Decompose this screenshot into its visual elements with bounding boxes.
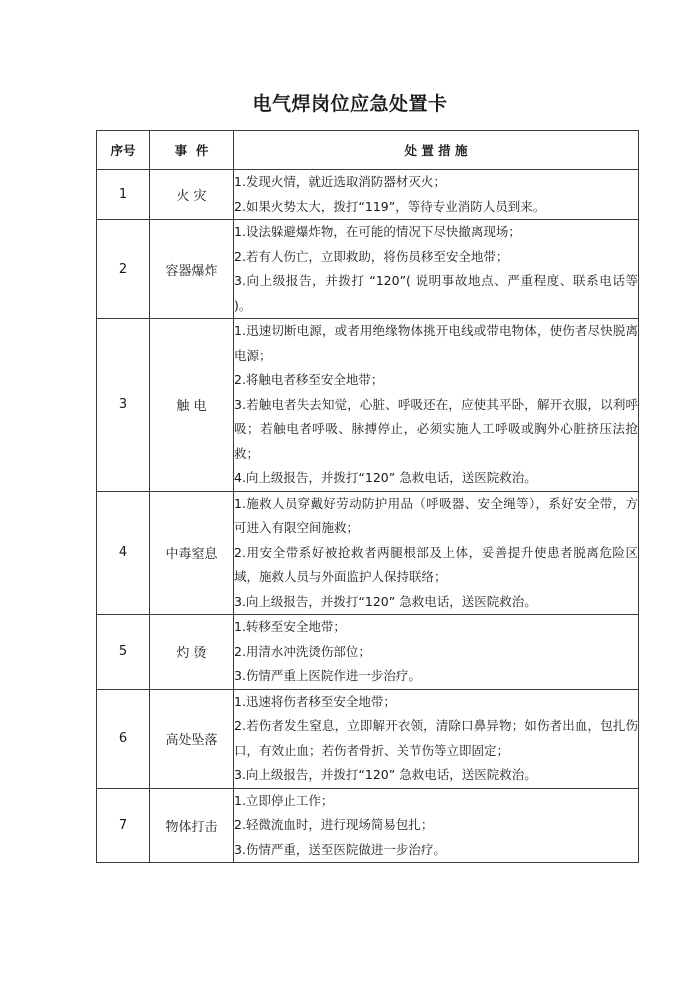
table-row bbox=[97, 220, 639, 319]
row-number: 6 bbox=[97, 689, 150, 788]
measure-item: 1.施救人员穿戴好劳动防护用品（呼吸器、安全绳等），系好安全带，方可进入有限空间施救； bbox=[234, 495, 638, 535]
table-row bbox=[97, 491, 639, 615]
table-row bbox=[97, 319, 639, 492]
measure-item: 2.将触电者移至安全地带； bbox=[234, 372, 384, 387]
table-header-row bbox=[97, 131, 639, 170]
emergency-card-table bbox=[96, 130, 639, 863]
table-row bbox=[97, 689, 639, 788]
event-name: 物体打击 bbox=[150, 788, 234, 863]
header-event: 事 件 bbox=[150, 131, 234, 170]
event-name: 高处坠落 bbox=[150, 689, 234, 788]
measures-cell bbox=[234, 788, 639, 863]
event-name: 灼 烫 bbox=[150, 615, 234, 690]
row-number: 4 bbox=[97, 491, 150, 615]
measure-item: 2.用清水冲洗烫伤部位； bbox=[234, 643, 371, 659]
measure-item: 2.若有人伤亡，立即救助，将伤员移至安全地带； bbox=[234, 248, 509, 264]
measure-item: 3.向上级报告，并拨打“120” 急救电话，送医院救治。 bbox=[234, 767, 537, 782]
table-row bbox=[97, 170, 639, 220]
document-title: 电气焊岗位应急处置卡 bbox=[252, 93, 448, 115]
measures-cell bbox=[234, 491, 639, 615]
row-number: 1 bbox=[97, 170, 150, 220]
measure-item: 3.伤情严重，送至医院做进一步治疗。 bbox=[234, 841, 446, 857]
event-name: 容器爆炸 bbox=[150, 220, 234, 319]
measure-item: 2.轻微流血时，进行现场简易包扎； bbox=[234, 817, 434, 832]
measures-cell bbox=[234, 220, 639, 319]
measure-item: 2.如果火势太大，拨打“119”，等待专业消防人员到来。 bbox=[234, 198, 546, 214]
measures-cell bbox=[234, 319, 639, 492]
measure-item: 3.向上级报告，并拨打“120” 急救电话，送医院救治。 bbox=[234, 593, 537, 609]
measure-item: 1.发现火情，就近选取消防器材灭火； bbox=[234, 174, 446, 189]
event-name: 中毒窒息 bbox=[150, 491, 234, 615]
measure-item: 3.伤情严重上医院作进一步治疗。 bbox=[234, 668, 421, 683]
measure-item: 1.转移至安全地带； bbox=[234, 619, 346, 634]
measure-item: 1.设法躲避爆炸物，在可能的情况下尽快撤离现场； bbox=[234, 224, 521, 239]
event-name: 触 电 bbox=[150, 319, 234, 492]
measure-item: 4.向上级报告，并拨打“120” 急救电话，送医院救治。 bbox=[234, 470, 537, 485]
measure-item: 3.若触电者失去知觉，心脏、呼吸还在，应使其平卧，解开衣服，以利呼吸；若触电者呼吸、脉搏停止，必须实施人工呼吸或胸外心脏挤压法抢救； bbox=[234, 396, 638, 461]
row-number: 3 bbox=[97, 319, 150, 492]
measure-item: 3.向上级报告，并拨打 “120”( 说明事故地点、严重程度、联系电话等 )。 bbox=[234, 273, 638, 313]
measure-item: 1.迅速切断电源，或者用绝缘物体挑开电线或带电物体，使伤者尽快脱离电源； bbox=[234, 323, 638, 363]
table-row bbox=[97, 788, 639, 863]
measures-cell bbox=[234, 689, 639, 788]
event-name: 火 灾 bbox=[150, 170, 234, 220]
row-number: 5 bbox=[97, 615, 150, 690]
measures-cell bbox=[234, 615, 639, 690]
row-number: 7 bbox=[97, 788, 150, 863]
row-number: 2 bbox=[97, 220, 150, 319]
header-measures: 处 置 措 施 bbox=[234, 131, 639, 170]
measures-cell bbox=[234, 170, 639, 220]
table-row bbox=[97, 615, 639, 690]
measure-item: 1.迅速将伤者移至安全地带； bbox=[234, 693, 396, 709]
measure-item: 1.立即停止工作； bbox=[234, 792, 334, 808]
measure-item: 2.若伤者发生窒息，立即解开衣领，清除口鼻异物；如伤者出血，包扎伤口，有效止血；若伤者骨折、关节伤等立即固定； bbox=[234, 718, 638, 758]
header-no: 序号 bbox=[97, 131, 150, 170]
measure-item: 2.用安全带系好被抢救者两腿根部及上体，妥善提升使患者脱离危险区域，施救人员与外面监护人保持联络； bbox=[234, 544, 638, 584]
